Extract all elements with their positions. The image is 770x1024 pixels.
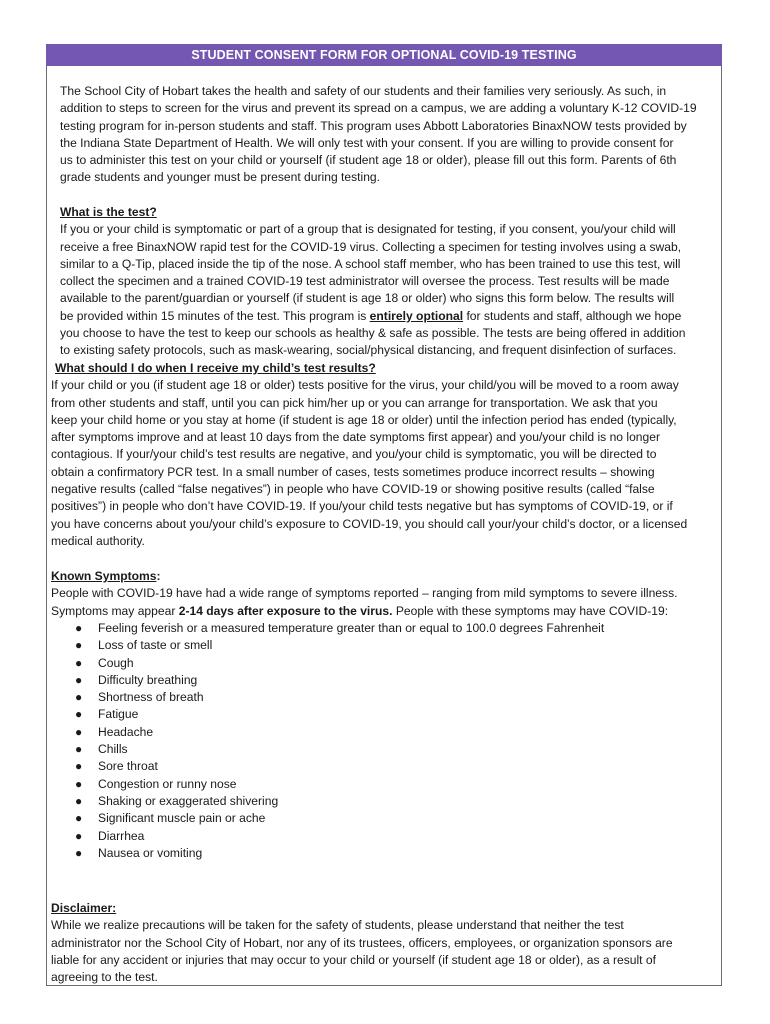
intro-line: the Indiana State Department of Health. We will only test with your consent. If you are willing to provide consent for [60, 135, 674, 150]
disclaimer-line: liable for any accident or injuries that may occur to your child or yourself (if student age 18 or older), as a result of [51, 952, 656, 967]
disclaimer-line: administrator nor the School City of Hobart, nor any of its trustees, officers, employees, or organization sponsors are [51, 935, 673, 950]
intro-line: The School City of Hobart takes the health and safety of our students and their families very seriously. As such, in [60, 84, 667, 98]
symptom-text: Nausea or vomiting [98, 845, 203, 860]
intro-paragraph [60, 83, 697, 187]
known-symptoms-line [51, 603, 677, 620]
results-line: from other students and staff, until you can pick him/her up or you can arrange for transportation. We ask that you [51, 395, 658, 410]
list-item [60, 655, 604, 672]
results-line: obtain a confirmatory PCR test. In a small number of cases, tests sometimes produce incorrect results – showing [51, 464, 655, 479]
results-section [51, 360, 687, 550]
results-line: negative results (called “false negatives”) in people who have COVID-19 or showing positive results (called “false [51, 482, 655, 497]
results-line: medical authority. [51, 533, 145, 548]
list-item [60, 724, 604, 741]
test-line: receive a free BinaxNOW rapid test for the COVID-19 virus. Collecting a specimen for testing involves using a swab, [60, 239, 682, 254]
results-line: you have concerns about you/your child’s exposure to COVID-19, you should call your/your child’s doctor, or a licensed [51, 516, 688, 531]
bullet-icon: ● [75, 759, 83, 774]
symptom-text: Difficulty breathing [98, 672, 198, 687]
bullet-icon: ● [75, 776, 83, 791]
symptom-text: Sore throat [98, 759, 158, 774]
known-symptoms-section [51, 568, 677, 620]
list-item [60, 758, 604, 775]
test-line-text: for students and staff, although we hope [463, 308, 682, 323]
intro-line: grade students and younger must be present during testing. [60, 170, 381, 185]
list-item [60, 620, 604, 637]
what-is-test-section [60, 204, 685, 360]
disclaimer-heading: Disclaimer: [51, 901, 117, 915]
test-line: similar to a Q-Tip, placed inside the tip of the nose. A school staff member, who has been trained to use this test, will [60, 256, 681, 271]
known-symptoms-line: People with COVID-19 have had a wide range of symptoms reported – ranging from mild symptoms to severe illness. [51, 586, 678, 601]
disclaimer-line: agreeing to the test. [51, 970, 158, 985]
known-symptoms-heading: Known Symptoms [51, 569, 157, 583]
list-item [60, 672, 604, 689]
known-symptoms-text: Symptoms may appear [51, 603, 179, 618]
list-item [60, 637, 604, 654]
intro-line: us to administer this test on your child or yourself (if student age 18 or older), please fill out this form. Parents of 6th [60, 153, 677, 168]
bullet-icon: ● [75, 690, 83, 705]
intro-line: addition to steps to screen for the virus and prevent its spread on a campus, we are adding a voluntary K-12 COVID-19 [60, 101, 697, 116]
incubation-emphasis: 2-14 days after exposure to the virus. [178, 603, 393, 618]
test-line: If you or your child is symptomatic or part of a group that is designated for testing, if you consent, you/your child will [60, 222, 676, 237]
symptom-text: Fatigue [98, 707, 139, 722]
results-line: positives”) in people who don’t have COVID-19. If you/your child tests negative but has symptoms of COVID-19, or if [51, 499, 673, 514]
list-item [60, 828, 604, 845]
symptom-text: Chills [98, 742, 128, 757]
results-line: contagious. If your/your child’s test results are negative, and you/your child is symptomatic, you will be directed to [51, 447, 657, 462]
known-symptoms-text: People with these symptoms may have COVID-19: [392, 603, 669, 618]
test-line: collect the specimen and a trained COVID-19 test administrator will oversee the process. Test results will be made [60, 274, 670, 289]
entirely-optional-emphasis: entirely optional [369, 308, 464, 323]
results-line: keep your child home or you stay at home (if student is age 18 or older) until the infection period has ended (typically, [51, 412, 677, 427]
symptom-text: Cough [98, 655, 134, 670]
symptom-text: Congestion or runny nose [98, 776, 237, 791]
bullet-icon: ● [75, 845, 83, 860]
bullet-icon: ● [75, 724, 83, 739]
list-item [60, 776, 604, 793]
form-title: STUDENT CONSENT FORM FOR OPTIONAL COVID-19 TESTING [46, 44, 722, 66]
list-item [60, 689, 604, 706]
bullet-icon: ● [75, 742, 83, 757]
list-item [60, 810, 604, 827]
test-line: you choose to have the test to keep our schools as healthy & safe as possible. The tests are being offered in addition [60, 326, 686, 341]
disclaimer-line: While we realize precautions will be taken for the safety of students, please understand that neither the test [51, 918, 624, 933]
bullet-icon: ● [75, 811, 83, 826]
symptom-text: Shortness of breath [98, 690, 204, 705]
symptom-text: Headache [98, 724, 154, 739]
symptom-text: Loss of taste or smell [98, 638, 213, 653]
list-item [60, 706, 604, 723]
known-symptoms-colon: : [156, 569, 161, 583]
bullet-icon: ● [75, 638, 83, 653]
test-line: to existing safety protocols, such as mask-wearing, social/physical distancing, and frequent disinfection of surfaces. [60, 343, 677, 358]
test-line-optional [60, 308, 685, 325]
symptom-text: Shaking or exaggerated shivering [98, 793, 279, 808]
bullet-icon: ● [75, 672, 83, 687]
known-symptoms-heading-row [51, 568, 677, 585]
symptom-text: Diarrhea [98, 828, 145, 843]
intro-line: testing program for in-person students and staff. This program uses Abbott Laboratories BinaxNOW tests provided by [60, 118, 687, 133]
results-heading: What should I do when I receive my child’s test results? [55, 361, 376, 375]
bullet-icon: ● [75, 621, 83, 635]
symptom-text: Significant muscle pain or ache [98, 811, 266, 826]
disclaimer-section [51, 900, 673, 986]
bullet-icon: ● [75, 793, 83, 808]
bullet-icon: ● [75, 828, 83, 843]
bullet-icon: ● [75, 707, 83, 722]
what-is-test-heading: What is the test? [60, 205, 157, 219]
results-line: If your child or you (if student age 18 or older) tests positive for the virus, your child/you will be moved to a room away [51, 378, 679, 393]
list-item [60, 741, 604, 758]
results-line: after symptoms improve and at least 10 days from the date symptoms first appear) and you/your child is no longer [51, 430, 661, 445]
symptom-text: Feeling feverish or a measured temperature greater than or equal to 100.0 degrees Fahrenheit [98, 621, 605, 635]
list-item [60, 845, 604, 862]
list-item [60, 793, 604, 810]
test-line-text: be provided within 15 minutes of the test. This program is [60, 308, 370, 323]
symptom-list [60, 620, 604, 862]
test-line: available to the parent/guardian or yourself (if student is age 18 or older) who signs this form below. The results will [60, 291, 675, 306]
bullet-icon: ● [75, 655, 83, 670]
